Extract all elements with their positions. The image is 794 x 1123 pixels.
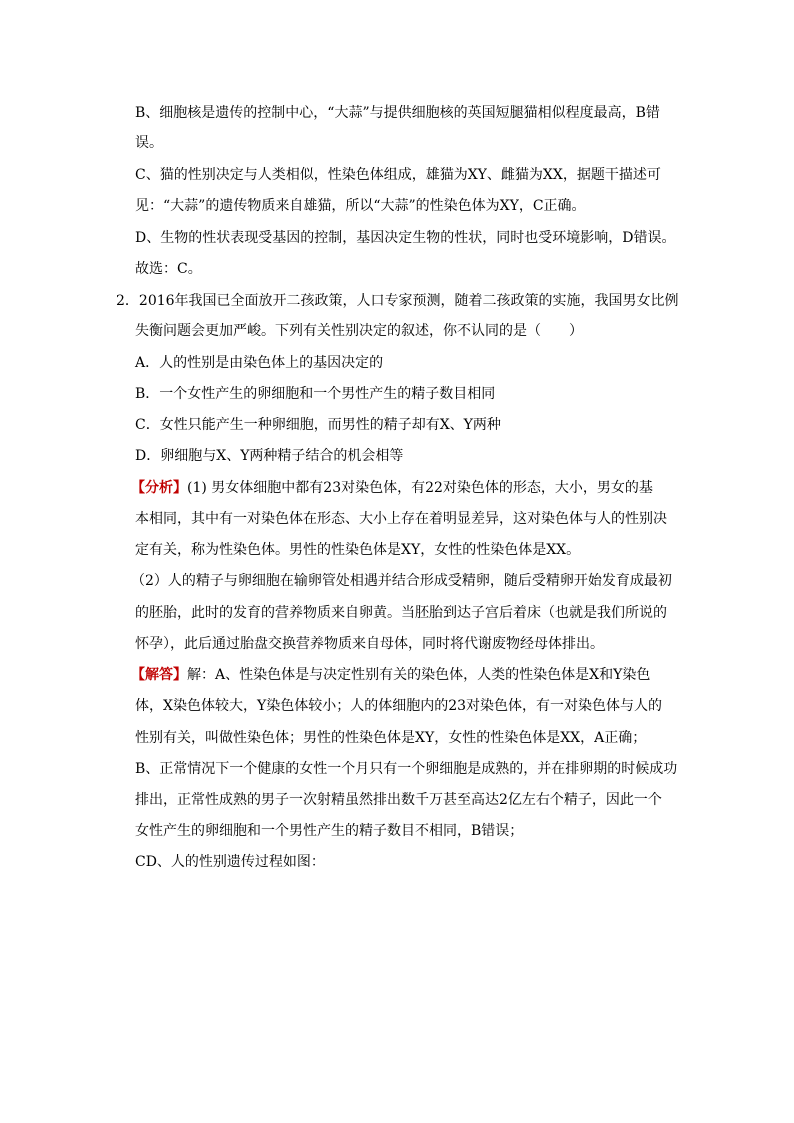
analysis-line1 (131, 479, 653, 497)
question2-stem-line1: 2．2016年我国已全面放开二孩政策，人口专家预测，随着二孩政策的实施，我国男女比例 (116, 293, 679, 309)
analysis-p1-line2: 本相同，其中有一对染色体在形态、大小上存在着明显差异，这对染色体与人的性别决 (135, 511, 667, 527)
analysis-p2-line2: 的胚胎，此时的发育的营养物质来自卵黄。当胚胎到达子宫后着床（也就是我们所说的 (135, 605, 667, 621)
answer-b-line2: 误。 (135, 135, 163, 151)
analysis-p2-line1: （2）人的精子与卵细胞在输卵管处相遇并结合形成受精卵，随后受精卵开始发育成最初 (131, 573, 672, 589)
answer-choice: 故选：C。 (135, 261, 202, 277)
analysis-p1-line1: (1) 男女体细胞中都有23对染色体，有22对染色体的形态，大小，男女的基 (187, 480, 653, 496)
answer-d-line1: D、生物的性状表现受基因的控制，基因决定生物的性状，同时也受环境影响，D错误。 (135, 230, 676, 246)
solution-a-line2: 体，X染色体较大，Y染色体较小；人的体细胞内的23对染色体，有一对染色体与人的 (135, 698, 663, 714)
option-b: B．一个女性产生的卵细胞和一个男性产生的精子数目相同 (135, 386, 496, 402)
solution-b-line1: B、正常情况下一个健康的女性一个月只有一个卵细胞是成熟的，并在排卵期的时候成功 (135, 761, 678, 777)
answer-c-line2: 见：“大蒜”的遗传物质来自雄猫，所以“大蒜”的性染色体为XY，C正确。 (135, 198, 586, 214)
solution-a-line3: 性别有关，叫做性染色体；男性的性染色体是XY，女性的性染色体是XX，A正确； (135, 730, 647, 746)
question2-stem-line2: 失衡问题会更加严峻。下列有关性别决定的叙述，你不认同的是（ ） (135, 323, 583, 339)
analysis-p1-line3: 定有关，称为性染色体。男性的性染色体是XY，女性的性染色体是XX。 (135, 542, 581, 558)
answer-c-line1: C、猫的性别决定与人类相似，性染色体组成，雄猫为XY、雌猫为XX，据题干描述可 (135, 167, 661, 183)
option-c: C．女性只能产生一种卵细胞，而男性的精子却有X、Y两种 (135, 417, 501, 433)
option-a: A．人的性别是由染色体上的基因决定的 (135, 355, 384, 371)
solution-line1 (131, 666, 650, 684)
analysis-tag: 【分析】 (131, 480, 187, 496)
option-d: D．卵细胞与X、Y两种精子结合的机会相等 (135, 448, 404, 464)
solution-b-line3: 女性产生的卵细胞和一个男性产生的精子数目不相同，B错误； (135, 823, 524, 839)
solution-b-line2: 排出，正常性成熟的男子一次射精虽然排出数千万甚至高达2亿左右个精子，因此一个 (135, 792, 662, 808)
solution-cd-line1: CD、人的性别遗传过程如图： (135, 854, 325, 870)
answer-b-line1: B、细胞核是遗传的控制中心，“大蒜”与提供细胞核的英国短腿猫相似程度最高，B错 (135, 105, 660, 121)
analysis-p2-line3: 怀孕），此后通过胎盘交换营养物质来自母体，同时将代谢废物经母体排出。 (135, 636, 604, 652)
solution-tag: 【解答】 (131, 667, 187, 683)
solution-a-line1: 解：A、性染色体是与决定性别有关的染色体，人类的性染色体是X和Y染色 (187, 667, 651, 683)
